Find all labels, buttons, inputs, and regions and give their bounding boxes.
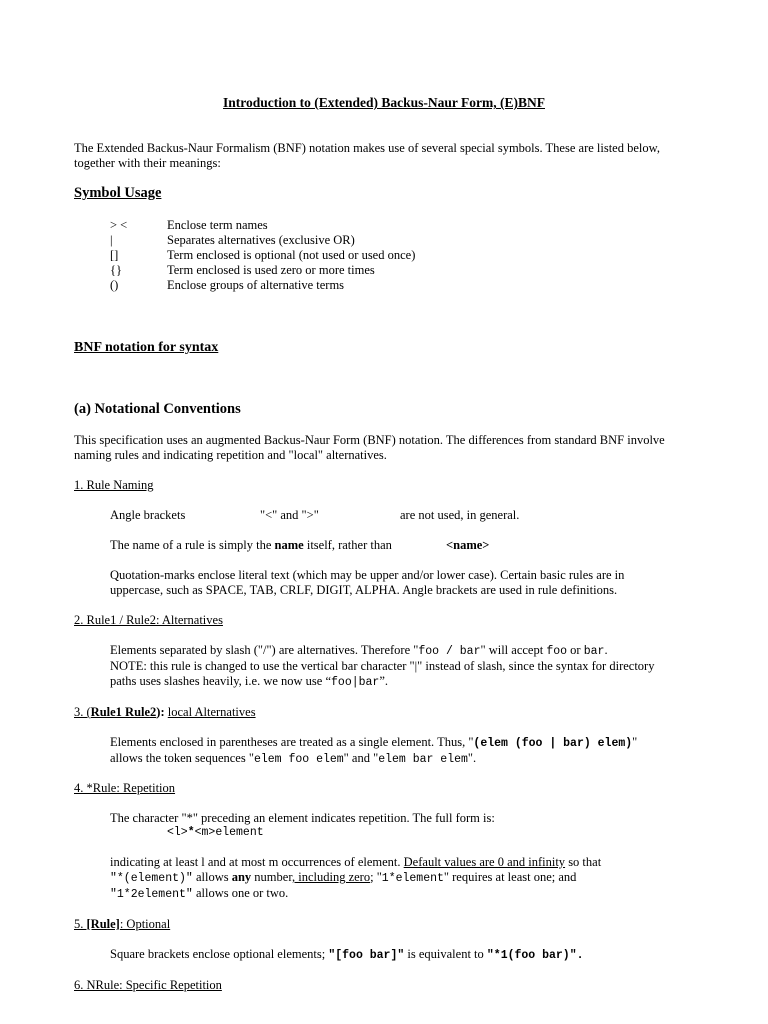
text-run: ”.: [379, 674, 389, 688]
code-run: foo: [546, 645, 568, 658]
rule-name-bold: name: [274, 538, 304, 552]
text-run: ; ": [370, 870, 382, 884]
text-run: Elements enclosed in parentheses are treated as a single element. Thus, ": [110, 735, 474, 749]
symbol-glyph: []: [110, 248, 119, 262]
symbol-glyph: (): [110, 278, 119, 292]
alternatives-line-2: NOTE: this rule is changed to use the vertical bar character "|" instead of slash, since the syntax for directory: [110, 659, 655, 673]
code-run: elem bar elem: [378, 753, 468, 766]
angle-brackets-label: Angle brackets: [110, 508, 186, 522]
text-run: ": [632, 735, 638, 749]
symbol-meaning: Separates alternatives (exclusive OR): [167, 233, 355, 247]
text-run: 3. (: [74, 705, 91, 719]
text-run: any: [231, 870, 252, 884]
angle-brackets-symbols: "<" and ">": [260, 508, 319, 522]
rule-name-text: The name of a rule is simply the: [110, 538, 275, 552]
quote-line-2: uppercase, such as SPACE, TAB, CRLF, DIGIT, ALPHA. Angle brackets are used in rule definitions.: [110, 583, 618, 597]
text-run: is equivalent to: [404, 947, 487, 961]
code-run: "*(element)": [110, 872, 193, 885]
local-alt-line-1: [110, 735, 637, 751]
section-4-heading: 4. *Rule: Repetition: [74, 781, 176, 795]
symbol-meaning: Term enclosed is used zero or more times: [167, 263, 375, 277]
angle-brackets-note: are not used, in general.: [400, 508, 520, 522]
text-run: " will accept: [480, 643, 547, 657]
text-run: local Alternatives: [167, 705, 256, 719]
text-run: so that: [565, 855, 602, 869]
notational-line-2: naming rules and indicating repetition and "local" alternatives.: [74, 448, 387, 462]
text-run: ):: [156, 705, 168, 719]
rule-name-text: itself, rather than: [303, 538, 392, 552]
code-run: foo|bar: [331, 676, 380, 689]
symbol-meaning: Term enclosed is optional (not used or used once): [167, 248, 416, 262]
section-2-heading: 2. Rule1 / Rule2: Alternatives: [74, 613, 223, 627]
alternatives-line-1: [110, 643, 608, 659]
symbol-usage-heading: Symbol Usage: [74, 185, 162, 201]
code-run: bar: [583, 645, 605, 658]
text-run: allows the token sequences ": [110, 751, 254, 765]
section-3-heading: [74, 705, 256, 720]
code-run: "[foo bar]": [328, 949, 405, 962]
quote-line-1: Quotation-marks enclose literal text (which may be upper and/or lower case). Certain basic rules are in: [110, 568, 625, 582]
notational-heading: (a) Notational Conventions: [74, 401, 241, 417]
text-run: Elements separated by slash ("/") are alternatives. Therefore ": [110, 643, 419, 657]
intro-line-1: The Extended Backus-Naur Formalism (BNF) notation makes use of several special symbols. These are listed below,: [74, 141, 660, 155]
code-run: (elem (foo | bar) elem): [473, 737, 633, 750]
code-run: "1*2element": [110, 888, 193, 901]
section-6-heading: 6. NRule: Specific Repetition: [74, 978, 222, 992]
code-run: elem foo elem: [253, 753, 344, 766]
text-run: 5.: [74, 917, 87, 931]
text-run: : Optional: [119, 917, 171, 931]
symbol-glyph: > <: [110, 218, 128, 232]
rule-name-line: [110, 538, 392, 553]
repetition-form: [167, 825, 264, 840]
text-run: .: [604, 643, 608, 657]
symbol-glyph: {}: [110, 263, 122, 277]
text-run: [Rule]: [86, 917, 120, 931]
text-run: allows one or two.: [192, 886, 289, 900]
text-run: ".: [467, 751, 477, 765]
repetition-line-2: [110, 855, 601, 870]
repetition-line-1: The character "*" preceding an element indicates repetition. The full form is:: [110, 811, 495, 825]
text-run: number: [251, 870, 292, 884]
code-run: <l>: [167, 826, 188, 839]
symbol-meaning: Enclose groups of alternative terms: [167, 278, 345, 292]
code-run: *: [187, 826, 195, 839]
intro-line-2: together with their meanings:: [74, 156, 221, 170]
text-run: Square brackets enclose optional elements;: [110, 947, 329, 961]
text-run: " and ": [343, 751, 379, 765]
repetition-line-3: [110, 870, 576, 886]
text-run: indicating at least l and at most m occurrences of element.: [110, 855, 404, 869]
alternatives-line-3: [110, 674, 388, 690]
rule-name-example: <name>: [446, 538, 490, 552]
text-run: Default values are 0 and infinity: [403, 855, 566, 869]
section-5-heading: [74, 917, 170, 932]
notational-line-1: This specification uses an augmented Backus-Naur Form (BNF) notation. The differences from standard BNF involve: [74, 433, 665, 447]
code-run: 1*element: [381, 872, 444, 885]
code-run: <m>element: [194, 826, 264, 839]
code-run: "*1(foo bar)".: [486, 949, 584, 962]
repetition-line-4: [110, 886, 288, 902]
section-1-heading: 1. Rule Naming: [74, 478, 154, 492]
text-run: Rule1 Rule2: [90, 705, 157, 719]
text-run: or: [567, 643, 584, 657]
symbol-meaning: Enclose term names: [167, 218, 268, 232]
text-run: allows: [192, 870, 232, 884]
document-title: Introduction to (Extended) Backus-Naur Form, (E)BNF: [222, 95, 545, 110]
local-alt-line-2: [110, 751, 476, 767]
bnf-heading: BNF notation for syntax: [74, 340, 219, 355]
text-run: , including zero: [291, 870, 371, 884]
optional-line-1: [110, 947, 584, 963]
symbol-glyph: |: [110, 233, 113, 247]
text-run: " requires at least one; and: [443, 870, 577, 884]
text-run: paths uses slashes heavily, i.e. we now use “: [110, 674, 332, 688]
code-run: foo / bar: [418, 645, 481, 658]
